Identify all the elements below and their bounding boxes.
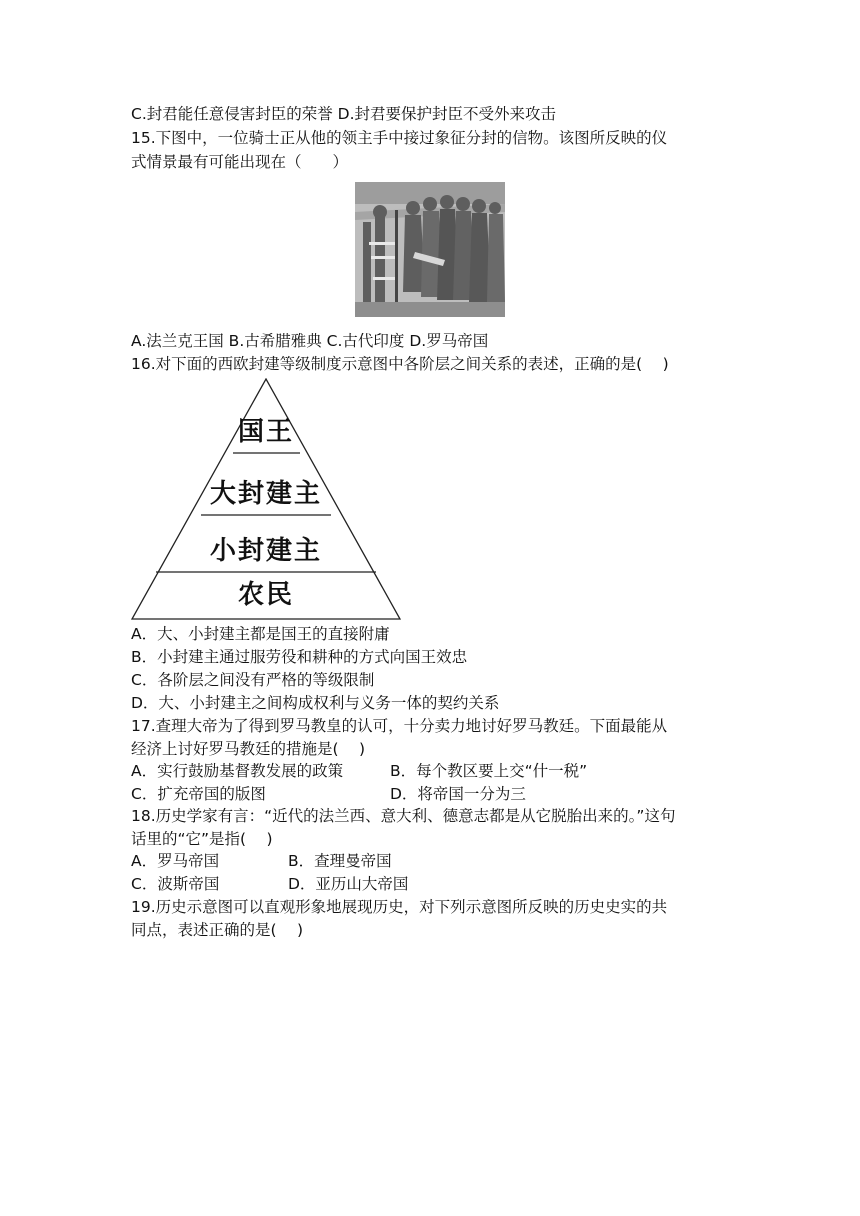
q18-option-d: D．亚历山大帝国 [288, 875, 409, 893]
q16-option-c: C．各阶层之间没有严格的等级限制 [131, 671, 375, 689]
q18-option-b: B．查理曼帝国 [288, 852, 392, 870]
feudal-hierarchy-pyramid [131, 378, 401, 620]
q15-stem-line1: 15.下图中，一位骑士正从他的领主手中接过象征分封的信物。该图所反映的仪 [131, 129, 668, 147]
q17-stem-line1: 17.查理大帝为了得到罗马教皇的认可，十分卖力地讨好罗马教廷。下面最能从 [131, 717, 668, 735]
q16-option-a: A．大、小封建主都是国王的直接附庸 [131, 625, 390, 643]
q18-stem-line2: 话里的“它”是指( ) [131, 830, 273, 848]
pyramid-level-lesser-lords: 小封建主 [209, 536, 322, 566]
pyramid-level-king: 国王 [237, 417, 294, 447]
q15-options: A.法兰克王国 B.古希腊雅典 C.古代印度 D.罗马帝国 [131, 332, 489, 350]
q16-option-b: B．小封建主通过服劳役和耕种的方式向国王效忠 [131, 648, 468, 666]
q16-stem: 16.对下面的西欧封建等级制度示意图中各阶层之间关系的表述，正确的是( ) [131, 355, 669, 373]
q17-option-d: D．将帝国一分为三 [390, 785, 526, 803]
q17-option-c: C．扩充帝国的版图 [131, 785, 266, 803]
q19-stem-line2: 同点，表述正确的是( ) [131, 921, 304, 939]
pyramid-level-great-lords: 大封建主 [209, 479, 322, 509]
q19-stem-line1: 19.历史示意图可以直观形象地展现历史，对下列示意图所反映的历史史实的共 [131, 898, 668, 916]
q18-option-c: C．波斯帝国 [131, 875, 220, 893]
knight-investiture-illustration [355, 182, 505, 317]
q15-stem-line2: 式情景最有可能出现在（ ） [131, 153, 349, 171]
q17-option-b: B．每个教区要上交“什一税” [390, 762, 588, 780]
q17-stem-line2: 经济上讨好罗马教廷的措施是( ) [131, 740, 366, 758]
q17-option-a: A．实行鼓励基督教发展的政策 [131, 762, 344, 780]
pyramid-level-peasants: 农民 [237, 580, 294, 610]
q16-option-d: D．大、小封建主之间构成权利与义务一体的契约关系 [131, 694, 500, 712]
line-q14-cd-options: C.封君能任意侵害封臣的荣誉 D.封君要保护封臣不受外来攻击 [131, 105, 557, 123]
q18-stem-line1: 18.历史学家有言：“近代的法兰西、意大利、德意志都是从它脱胎出来的。”这句 [131, 807, 676, 825]
q18-option-a: A．罗马帝国 [131, 852, 220, 870]
